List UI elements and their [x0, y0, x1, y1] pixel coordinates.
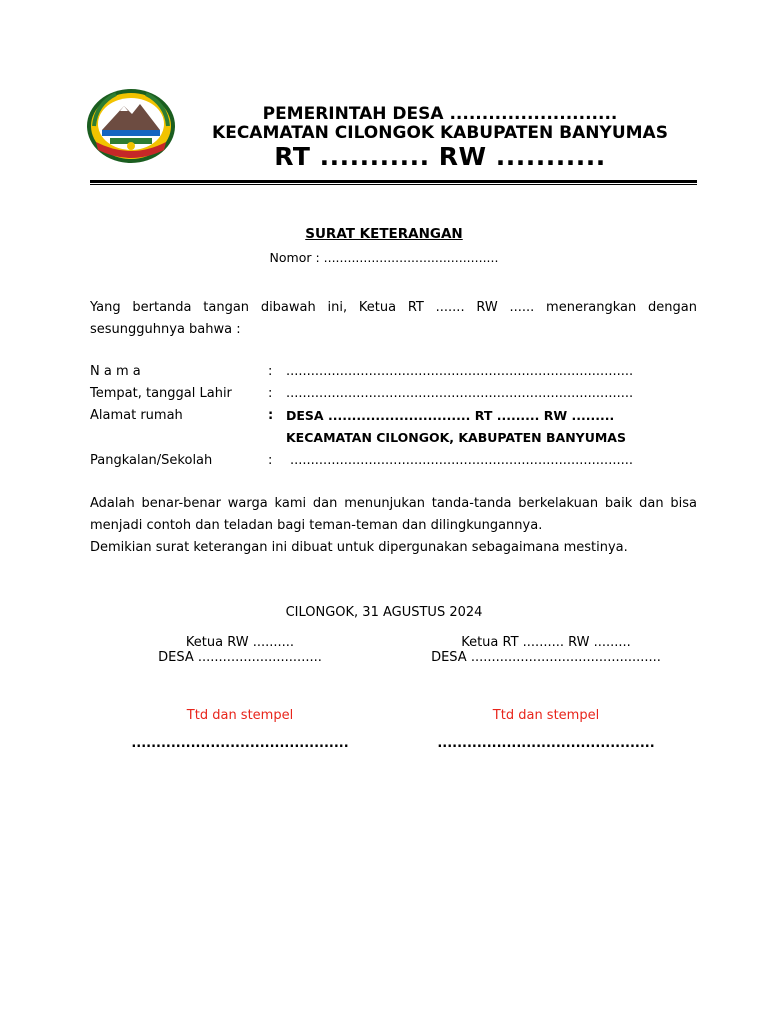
alamat-value-kecamatan: KECAMATAN CILONGOK, KABUPATEN BANYUMAS — [286, 430, 626, 445]
nama-value: .................................................................................... — [286, 364, 634, 379]
sign-left-line: ............................................ — [131, 736, 349, 751]
document-number: Nomor : ............................................ — [269, 250, 499, 265]
sign-right-ttd: Ttd dan stempel — [492, 708, 600, 723]
header-rt-rw-line: RT ........... RW ........... — [274, 142, 606, 171]
sign-left-desa: DESA .............................. — [158, 650, 322, 665]
pangkalan-value: ................................................................................... — [290, 453, 633, 468]
nama-label: N a m a — [90, 364, 141, 379]
ttl-value: .................................................................................... — [286, 386, 634, 401]
banyumas-emblem-logo — [86, 86, 176, 164]
sign-right-role: Ketua RT .......... RW ......... — [461, 635, 631, 650]
sign-left-role: Ketua RW .......... — [185, 635, 295, 650]
sign-right-desa: DESA .............................................. — [431, 650, 661, 665]
alamat-label: Alamat rumah — [90, 408, 183, 423]
document-title: SURAT KETERANGAN — [305, 226, 463, 242]
alamat-colon: : — [268, 408, 274, 423]
nama-colon: : — [268, 364, 273, 379]
sign-right-line: ............................................ — [437, 736, 655, 751]
pangkalan-colon: : — [268, 453, 273, 468]
pangkalan-label: Pangkalan/Sekolah — [90, 453, 213, 468]
header-district-line: KECAMATAN CILONGOK KABUPATEN BANYUMAS — [212, 123, 668, 143]
ttl-colon: : — [268, 386, 273, 401]
sign-left-ttd: Ttd dan stempel — [186, 708, 294, 723]
body-paragraph-1: Adalah benar-benar warga kami dan menunjukan tanda-tanda berkelakuan baik dan bisa menjadi contoh dan teladan bagi teman-teman dan dilingkungannya. — [90, 496, 697, 533]
place-date: CILONGOK, 31 AGUSTUS 2024 — [285, 605, 483, 620]
header-divider-thin — [90, 184, 697, 185]
body-paragraph-2: Demikian surat keterangan ini dibuat untuk dipergunakan sebagaimana mestinya. — [90, 540, 628, 555]
header-divider-thick — [90, 180, 697, 183]
alamat-value-desa: DESA .............................. RT ......... RW ......... — [286, 408, 615, 423]
intro-paragraph: Yang bertanda tangan dibawah ini, Ketua RT ....... RW ...... menerangkan dengan sesungguhnya bahwa : — [90, 300, 697, 337]
ttl-label: Tempat, tanggal Lahir — [90, 386, 232, 401]
header-government-line: PEMERINTAH DESA .......................... — [262, 104, 618, 124]
